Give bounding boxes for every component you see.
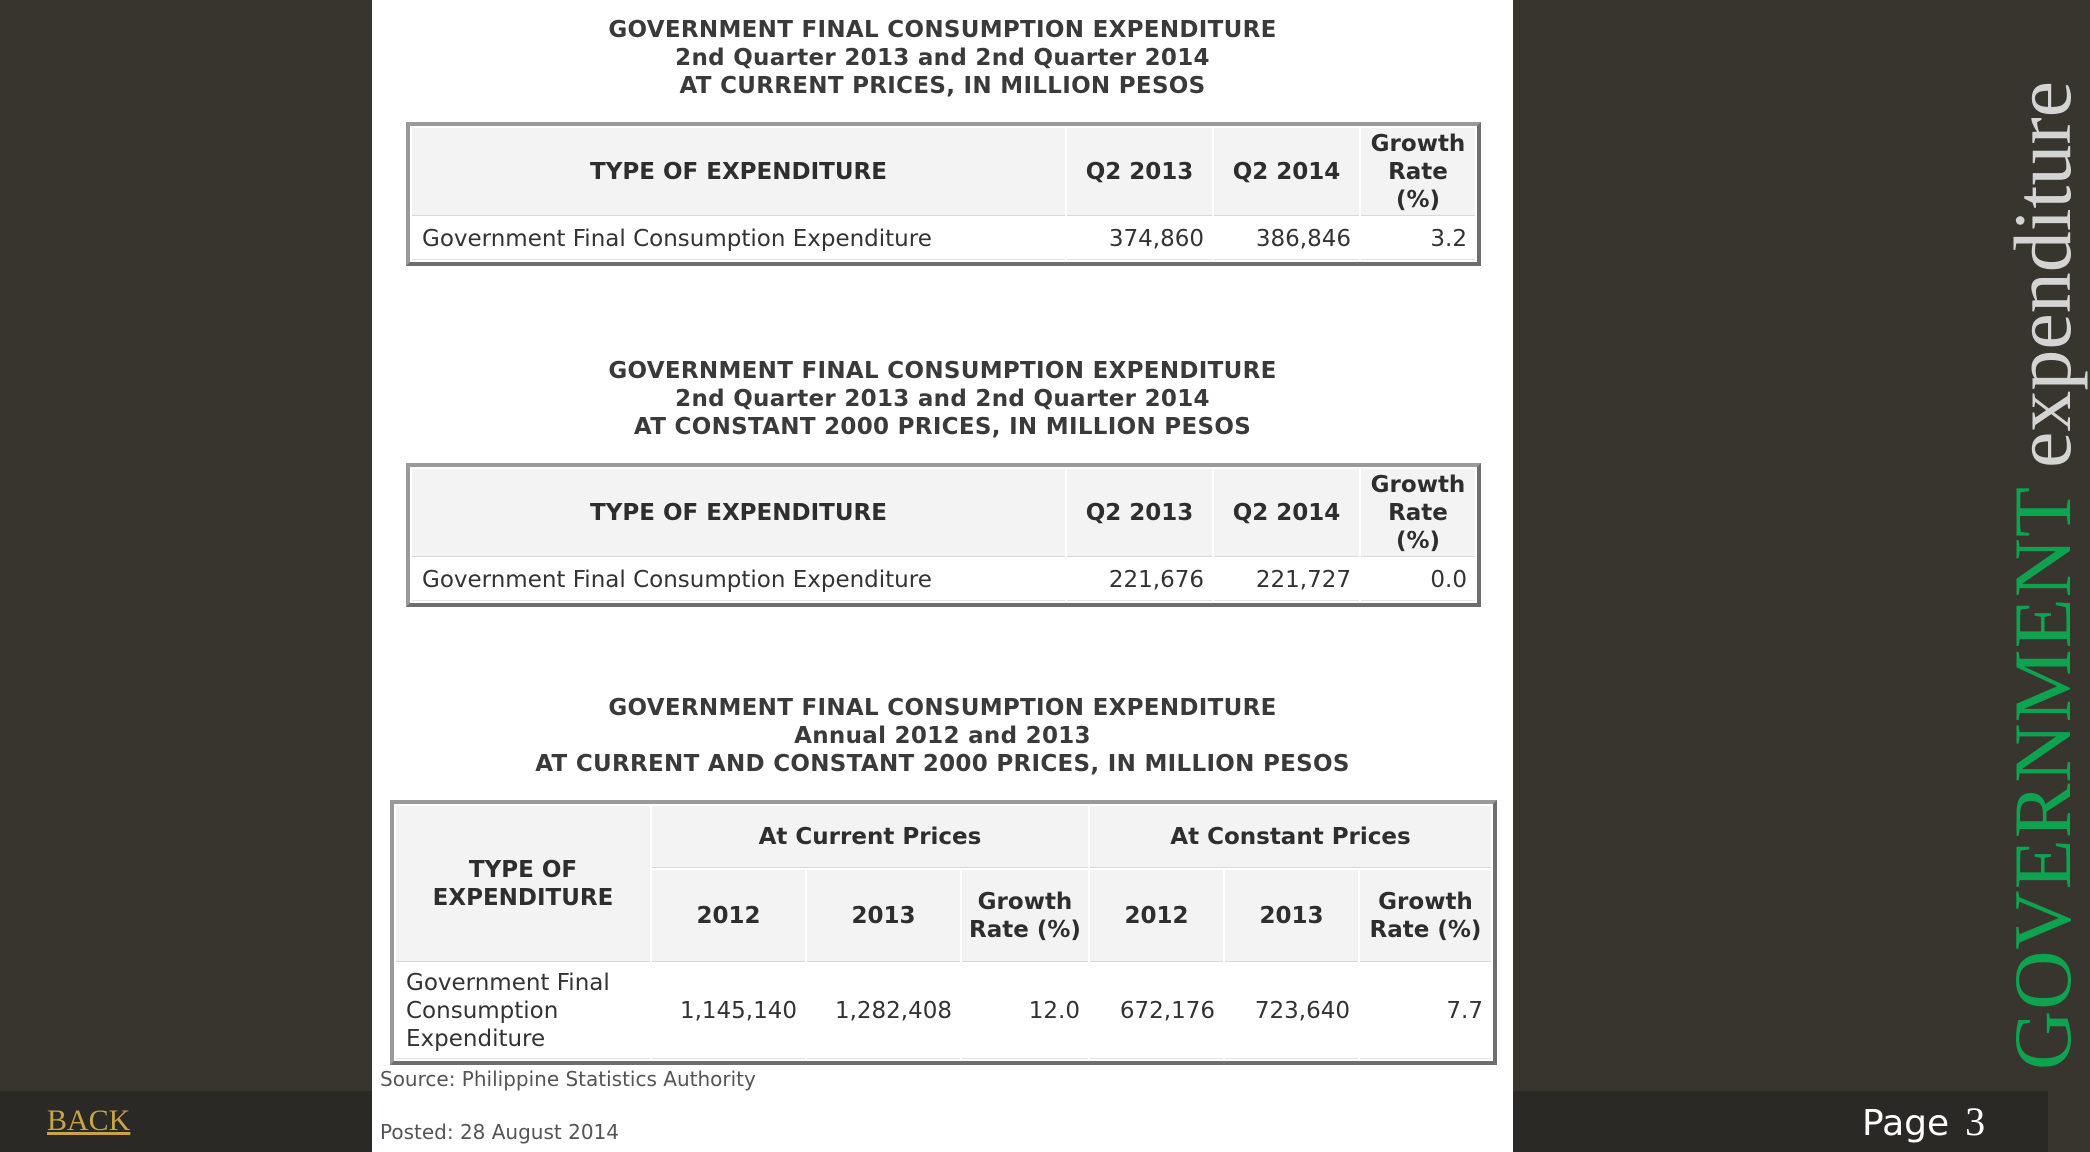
table-1-header-q2-2014: Q2 2014 xyxy=(1214,128,1359,216)
table-1-title-line: 2nd Quarter 2013 and 2nd Quarter 2014 xyxy=(675,45,1210,71)
table-2-cell-q2-2014: 221,727 xyxy=(1214,559,1359,601)
page-indicator xyxy=(1862,1098,1985,1145)
table-3-title-line: AT CURRENT AND CONSTANT 2000 PRICES, IN MILLION PESOS xyxy=(535,751,1350,777)
source-note: Source: Philippine Statistics Authority xyxy=(380,1067,756,1091)
table-3-group-current: At Current Prices xyxy=(652,806,1088,868)
table-3-cell-growth-current: 12.0 xyxy=(962,964,1088,1059)
table-3-group-constant: At Constant Prices xyxy=(1090,806,1491,868)
table-2-header-growth: Growth Rate (%) xyxy=(1361,469,1475,557)
table-1-header-growth: Growth Rate (%) xyxy=(1361,128,1475,216)
table-row xyxy=(412,559,1475,601)
table-2 xyxy=(406,463,1481,607)
table-3-sub-growth-current: Growth Rate (%) xyxy=(962,870,1088,962)
table-3-sub-2012-current: 2012 xyxy=(652,870,805,962)
table-1-title-line: AT CURRENT PRICES, IN MILLION PESOS xyxy=(679,73,1206,99)
table-3-sub-growth-constant: Growth Rate (%) xyxy=(1360,870,1491,962)
table-3-header-type: TYPE OF EXPENDITURE xyxy=(396,806,650,962)
table-row xyxy=(396,964,1491,1059)
table-2-header-q2-2013: Q2 2013 xyxy=(1067,469,1212,557)
table-1-cell-q2-2013: 374,860 xyxy=(1067,218,1212,260)
table-row xyxy=(412,218,1475,260)
table-3-cell-2013-constant: 723,640 xyxy=(1225,964,1358,1059)
table-3-title-line: GOVERNMENT FINAL CONSUMPTION EXPENDITURE xyxy=(608,695,1277,721)
table-3-cell-2013-current: 1,282,408 xyxy=(807,964,960,1059)
table-3-sub-2013-current: 2013 xyxy=(807,870,960,962)
table-3 xyxy=(390,800,1497,1065)
table-2-title-line: GOVERNMENT FINAL CONSUMPTION EXPENDITURE xyxy=(608,358,1277,384)
table-3-cell-2012-current: 1,145,140 xyxy=(652,964,805,1059)
table-1-cell-type: Government Final Consumption Expenditure xyxy=(412,218,1065,260)
table-3-cell-2012-constant: 672,176 xyxy=(1090,964,1223,1059)
table-1-title xyxy=(372,16,1513,100)
table-3-title-line: Annual 2012 and 2013 xyxy=(794,723,1091,749)
table-2-header-type: TYPE OF EXPENDITURE xyxy=(412,469,1065,557)
table-1-header-type: TYPE OF EXPENDITURE xyxy=(412,128,1065,216)
table-3-cell-type: Government Final Consumption Expenditure xyxy=(396,964,650,1059)
table-3-sub-2013-constant: 2013 xyxy=(1225,870,1358,962)
posted-date: Posted: 28 August 2014 xyxy=(380,1120,619,1144)
table-3-title xyxy=(372,694,1513,778)
side-title-secondary: expenditure xyxy=(1997,80,2088,469)
table-1-cell-growth: 3.2 xyxy=(1361,218,1475,260)
table-3-sub-2012-constant: 2012 xyxy=(1090,870,1223,962)
table-2-header-q2-2014: Q2 2014 xyxy=(1214,469,1359,557)
table-2-title xyxy=(372,357,1513,441)
content-panel xyxy=(372,0,1513,1152)
side-title xyxy=(1996,81,2090,1070)
table-2-title-line: AT CONSTANT 2000 PRICES, IN MILLION PESOS xyxy=(633,414,1252,440)
table-2-cell-growth: 0.0 xyxy=(1361,559,1475,601)
table-2-cell-q2-2013: 221,676 xyxy=(1067,559,1212,601)
side-title-primary: GOVERNMENT xyxy=(1997,486,2088,1070)
table-3-cell-growth-constant: 7.7 xyxy=(1360,964,1491,1059)
page-number: 3 xyxy=(1965,1099,1986,1144)
back-link[interactable]: BACK xyxy=(47,1104,131,1137)
table-1-title-line: GOVERNMENT FINAL CONSUMPTION EXPENDITURE xyxy=(608,17,1277,43)
table-1-cell-q2-2014: 386,846 xyxy=(1214,218,1359,260)
table-1-header-q2-2013: Q2 2013 xyxy=(1067,128,1212,216)
page-label: Page xyxy=(1862,1103,1950,1144)
table-2-cell-type: Government Final Consumption Expenditure xyxy=(412,559,1065,601)
table-1 xyxy=(406,122,1481,266)
table-2-title-line: 2nd Quarter 2013 and 2nd Quarter 2014 xyxy=(675,386,1210,412)
